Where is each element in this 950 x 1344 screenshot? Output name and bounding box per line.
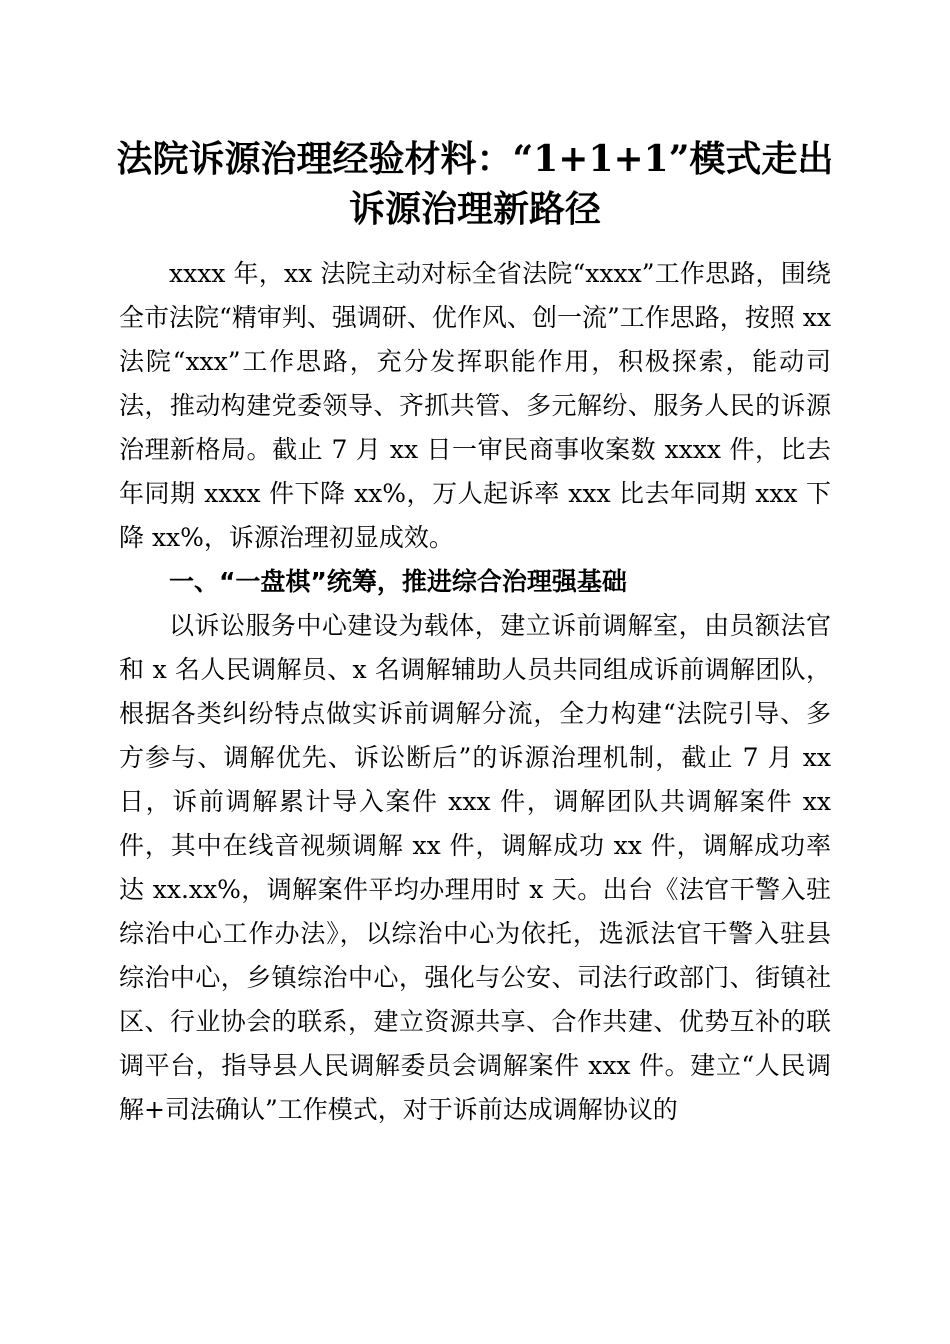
body-paragraph-1: xxxx 年，xx 法院主动对标全省法院“xxxx”工作思路，围绕全市法院“精审判、强调研、优作风、创一流”工作思路，按照 xx 法院“xxx”工作思路，充分发挥职能作用，积极探索，能动司法，推动构建党委领导、齐抓共管、多元解纷、服务人民的诉源治理新格局。截止 7 月 xx 日一审民商事收案数 xxxx 件，比去年同期 xxxx 件下降 xx%，万人起诉率 xxx 比去年同期 xxx 下降 xx%，诉源治理初显成效。: [119, 259, 831, 552]
title-line-2: 诉源治理新路径: [348, 188, 601, 230]
document-body: [119, 252, 831, 1132]
section-heading-1: 一、“一盘棋”统筹，推进综合治理强基础: [169, 567, 627, 596]
document-title: [100, 134, 850, 234]
title-line-1: 法院诉源治理经验材料：“1+1+1”模式走出: [116, 138, 834, 180]
body-paragraph-2: 以诉讼服务中心建设为载体，建立诉前调解室，由员额法官和 x 名人民调解员、x 名调解辅助人员共同组成诉前调解团队，根据各类纠纷特点做实诉前调解分流，全力构建“法院引导、多方参与、调解优先、诉讼断后”的诉源治理机制，截止 7 月 xx 日，诉前调解累计导入案件 xxx 件，调解团队共调解案件 xx 件，其中在线音视频调解 xx 件，调解成功 xx 件，调解成功率达 xx.xx%，调解案件平均办理用时 x 天。出台《法官干警入驻综治中心工作办法》，以综治中心为依托，选派法官干警入驻县综治中心，乡镇综治中心，强化与公安、司法行政部门、街镇社区、行业协会的联系，建立资源共享、合作共建、优势互补的联调平台，指导县人民调解委员会调解案件 xxx 件。建立“人民调解+司法确认”工作模式，对于诉前达成调解协议的: [119, 611, 831, 1124]
